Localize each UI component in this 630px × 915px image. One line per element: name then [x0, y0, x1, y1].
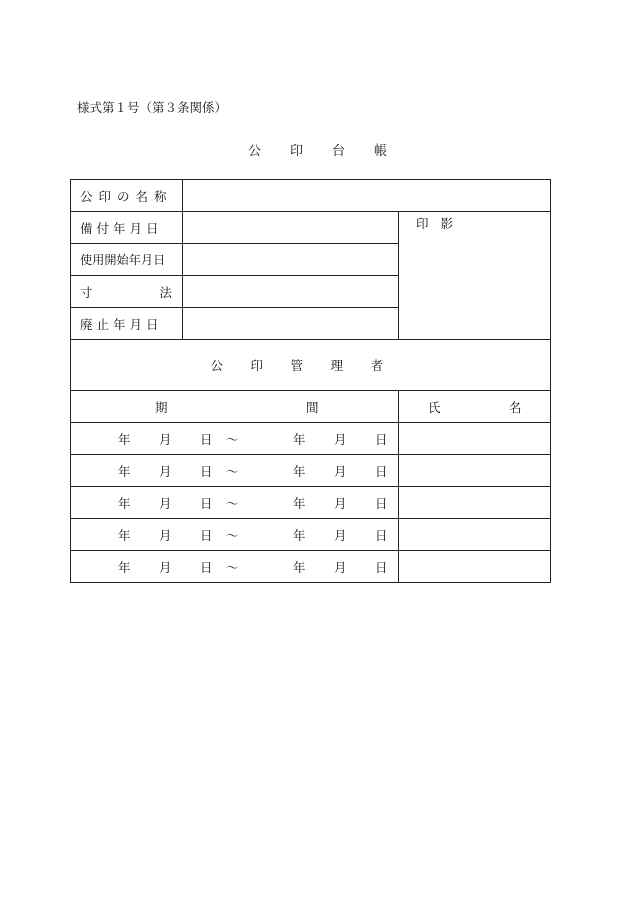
seal-name-field[interactable]: [183, 180, 551, 212]
name-header-left: 氏: [428, 400, 441, 415]
ledger-title: [248, 140, 416, 159]
start-day: 日: [200, 432, 213, 447]
title-char: 公: [248, 144, 262, 159]
tilde: 〜: [226, 432, 239, 447]
period-cell[interactable]: [71, 487, 399, 519]
tilde: 〜: [226, 464, 239, 479]
start-month: 月: [159, 496, 172, 511]
end-month: 月: [334, 560, 347, 575]
seal-impression-label: 印影: [416, 216, 466, 231]
title-char: 印: [290, 144, 304, 159]
start-month: 月: [159, 464, 172, 479]
name-field[interactable]: [399, 487, 551, 519]
table-row: [71, 519, 551, 551]
end-year: 年: [293, 496, 306, 511]
end-year: 年: [293, 464, 306, 479]
period-cell[interactable]: [71, 519, 399, 551]
tilde: 〜: [226, 496, 239, 511]
start-day: 日: [200, 464, 213, 479]
period-cell[interactable]: [71, 423, 399, 455]
end-day: 日: [375, 528, 388, 543]
table-row: [71, 551, 551, 583]
name-header: [399, 391, 551, 423]
abolish-date-label: 廃止年月日: [71, 308, 183, 340]
size-label: [71, 276, 183, 308]
section-char: 印: [250, 358, 264, 373]
start-year: 年: [118, 464, 131, 479]
end-day: 日: [375, 560, 388, 575]
table-row: [71, 455, 551, 487]
seal-name-label: 公印の名称: [71, 180, 183, 212]
period-header: [71, 391, 399, 423]
start-day: 日: [200, 528, 213, 543]
section-char: 者: [370, 358, 384, 373]
form-id: 様式第１号（第３条関係）: [77, 100, 228, 115]
start-date-field[interactable]: [183, 244, 399, 276]
start-month: 月: [159, 528, 172, 543]
title-char: 台: [332, 144, 346, 159]
end-month: 月: [334, 432, 347, 447]
tilde: 〜: [226, 528, 239, 543]
period-header-left: 期: [155, 400, 168, 415]
end-year: 年: [293, 560, 306, 575]
start-date-label: 使用開始年月日: [71, 244, 183, 276]
end-day: 日: [375, 432, 388, 447]
name-field[interactable]: [399, 423, 551, 455]
start-day: 日: [200, 560, 213, 575]
start-month: 月: [159, 560, 172, 575]
name-field[interactable]: [399, 455, 551, 487]
period-header-right: 間: [306, 400, 319, 415]
name-header-right: 名: [509, 400, 522, 415]
end-day: 日: [375, 464, 388, 479]
end-year: 年: [293, 528, 306, 543]
seal-ledger-table: [70, 179, 551, 583]
table-row: [71, 391, 551, 423]
end-month: 月: [334, 528, 347, 543]
start-day: 日: [200, 496, 213, 511]
end-month: 月: [334, 464, 347, 479]
table-row: [71, 423, 551, 455]
end-day: 日: [375, 496, 388, 511]
start-year: 年: [118, 496, 131, 511]
end-month: 月: [334, 496, 347, 511]
section-char: 管: [290, 358, 304, 373]
section-char: 公: [210, 358, 224, 373]
abolish-date-field[interactable]: [183, 308, 399, 340]
start-year: 年: [118, 560, 131, 575]
size-label-left: 寸: [80, 284, 93, 300]
start-month: 月: [159, 432, 172, 447]
title-char: 帳: [374, 144, 388, 159]
table-row: [71, 487, 551, 519]
size-label-right: 法: [159, 284, 172, 300]
period-cell[interactable]: [71, 455, 399, 487]
issue-date-field[interactable]: [183, 212, 399, 244]
manager-section-header: [71, 340, 551, 391]
start-year: 年: [118, 528, 131, 543]
end-year: 年: [293, 432, 306, 447]
size-field[interactable]: [183, 276, 399, 308]
tilde: 〜: [226, 560, 239, 575]
start-year: 年: [118, 432, 131, 447]
name-field[interactable]: [399, 519, 551, 551]
table-row: [71, 180, 551, 212]
issue-date-label: 備付年月日: [71, 212, 183, 244]
section-char: 理: [330, 358, 344, 373]
period-cell[interactable]: [71, 551, 399, 583]
table-row: [71, 340, 551, 391]
seal-impression-cell[interactable]: [399, 212, 551, 340]
table-row: [71, 212, 551, 244]
name-field[interactable]: [399, 551, 551, 583]
